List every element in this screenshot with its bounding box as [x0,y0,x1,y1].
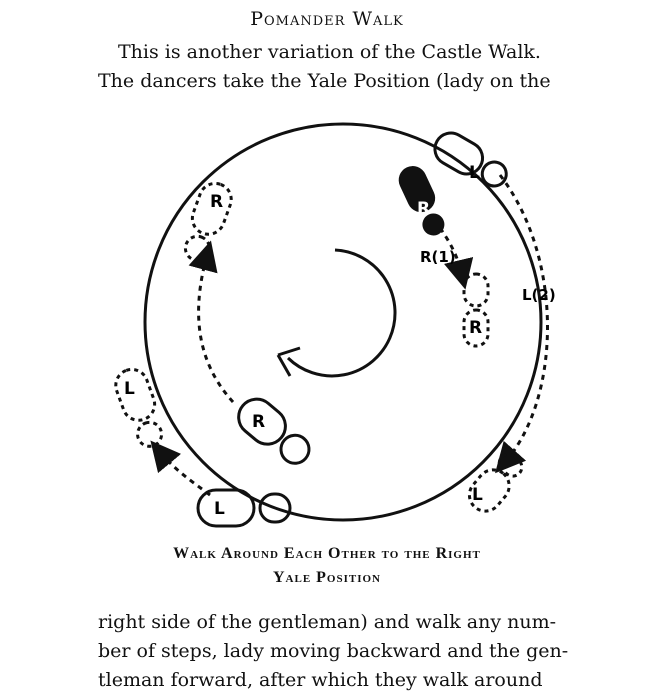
body-line-3: tleman forward, after which they walk around [98,669,543,691]
body-line-1: right side of the gentleman) and walk any num- [98,611,557,633]
intro-line-1: This is another variation of the Castle Walk. [118,41,541,63]
footprint-label: L [472,485,483,505]
footprint-label: R [417,199,431,219]
caption-line-1: Walk Around Each Other to the Right [173,545,481,562]
page-title: Pomander Walk [250,8,404,30]
figure-caption [0,542,654,590]
footprint-l-top-right [429,127,513,194]
footprint-r-bottom [231,392,317,472]
body-paragraph [98,608,578,695]
footprint-label: R [252,412,266,432]
caption-line-2: Yale Position [272,569,382,586]
footprint-label: R [210,192,224,212]
path-arrow-lower-left [160,452,210,495]
body-line-2: ber of steps, lady moving backward and the gen- [98,640,569,662]
footprint-label: L [469,163,480,183]
annotation-l2: L(2) [522,286,556,304]
footprint-r-top-left [178,179,235,265]
footprint-label: R [469,318,483,338]
path-arrow-left [199,255,233,402]
annotation-r1: R(1) [420,248,456,266]
footprint-label: L [124,379,135,399]
footprint-label: L [214,499,225,519]
intro-line-2: The dancers take the Yale Position (lady on the [98,70,551,92]
turn-arrow-head [278,348,300,376]
turn-arrow [288,250,395,376]
footprint-l-bottom-right [463,448,529,518]
footprint-l-left [111,365,168,451]
